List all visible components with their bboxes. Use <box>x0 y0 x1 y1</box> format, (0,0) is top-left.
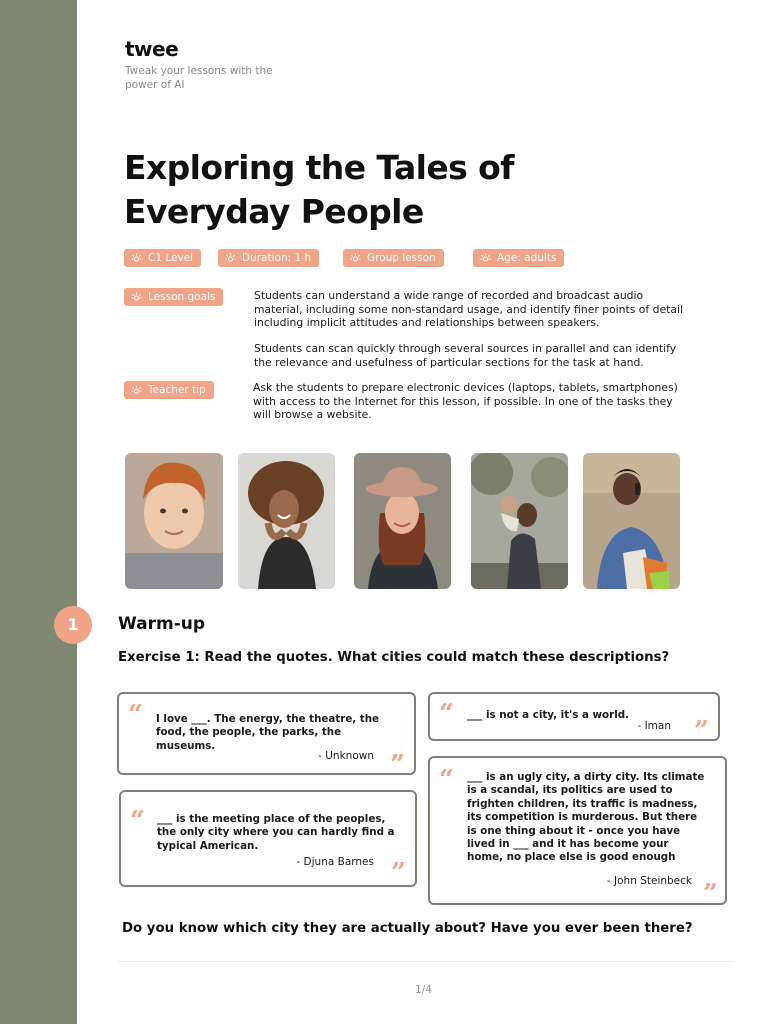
section-title: Warm-up <box>118 614 206 634</box>
tag-label: Lesson goals <box>148 291 216 303</box>
footer-divider <box>118 961 734 962</box>
tag-group <box>343 249 444 267</box>
tag-label: C1 Level <box>148 252 194 264</box>
quote-text: ___ is the meeting place of the peoples, the only city where you can hardly find a typical American. <box>157 813 395 852</box>
open-quote-icon: “ <box>130 806 145 836</box>
quote-card <box>428 756 727 909</box>
tag-duration <box>218 249 319 267</box>
exercise-instruction: Exercise 1: Read the quotes. What cities could match these descriptions? <box>118 650 670 665</box>
lesson-title: Exploring the Tales of Everyday People <box>124 148 514 231</box>
tag-label: Teacher tip <box>148 384 206 396</box>
photo-father-child <box>471 453 568 589</box>
tag-label: Group lesson <box>367 252 436 264</box>
close-quote-icon: ” <box>390 750 405 780</box>
left-sidebar <box>0 0 77 1024</box>
sparkle-bulb-icon <box>131 253 142 264</box>
sparkle-bulb-icon <box>480 253 491 264</box>
teacher-tip-label <box>124 381 214 399</box>
teacher-tip-text: Ask the students to prepare electronic devices (laptops, tablets, smartphones) with access to the Internet for this lesson, if possible. In one of the tasks they will browse a website. <box>253 381 678 421</box>
quote-card <box>117 692 416 780</box>
photo-woman-curly-hair <box>238 453 335 589</box>
photo-man-phone <box>583 453 680 589</box>
tagline: Tweak your lessons with the power of AI <box>125 65 273 91</box>
tag-age <box>473 249 564 267</box>
photo-boy <box>125 453 223 589</box>
tag-label: Duration: 1 h <box>242 252 312 264</box>
twee-logo: twee <box>125 37 179 61</box>
quote-text: ___ is not a city, it's a world. <box>467 709 630 721</box>
tag-label: Age: adults <box>497 252 557 264</box>
lesson-goals-label <box>124 288 223 306</box>
lesson-goal-1: Students can understand a wide range of recorded and broadcast audio material, including some non-standard usage, and identify finer points of detail including implicit attitudes and relationships between speakers. <box>254 289 683 329</box>
tag-level <box>124 249 201 267</box>
close-quote-icon: ” <box>391 858 406 888</box>
open-quote-icon: “ <box>439 699 454 729</box>
sparkle-bulb-icon <box>131 385 142 396</box>
sparkle-bulb-icon <box>225 253 236 264</box>
follow-up-question: Do you know which city they are actually about? Have you ever been there? <box>122 921 693 936</box>
lesson-goal-2: Students can scan quickly through several sources in parallel and can identify the relevance and usefulness of particular sections for the task at hand. <box>254 342 677 369</box>
quote-author: - Iman <box>637 720 671 732</box>
open-quote-icon: “ <box>128 700 143 730</box>
quote-text: ___ is an ugly city, a dirty city. Its climate is a scandal, its politics are used to frighten children, its traffic is madness, its competition is murderous. But there is one thing about it - once you have lived in ___ and it has become your home, no place else is good enough <box>467 771 705 864</box>
quote-card <box>119 790 417 887</box>
quote-author: - Djuna Barnes <box>296 856 374 868</box>
quote-author: - Unknown <box>318 750 374 762</box>
close-quote-icon: ” <box>703 879 718 909</box>
quote-card <box>428 692 720 746</box>
close-quote-icon: ” <box>694 716 709 746</box>
section-number-badge: 1 <box>54 606 92 644</box>
sparkle-bulb-icon <box>131 292 142 303</box>
quote-text: I love ___. The energy, the theatre, the food, the people, the parks, the museums. <box>156 713 380 752</box>
photo-woman-hat <box>354 453 451 589</box>
sparkle-bulb-icon <box>350 253 361 264</box>
open-quote-icon: “ <box>439 765 454 795</box>
page-number: 1/4 <box>415 984 432 996</box>
quote-author: - John Steinbeck <box>606 875 692 887</box>
